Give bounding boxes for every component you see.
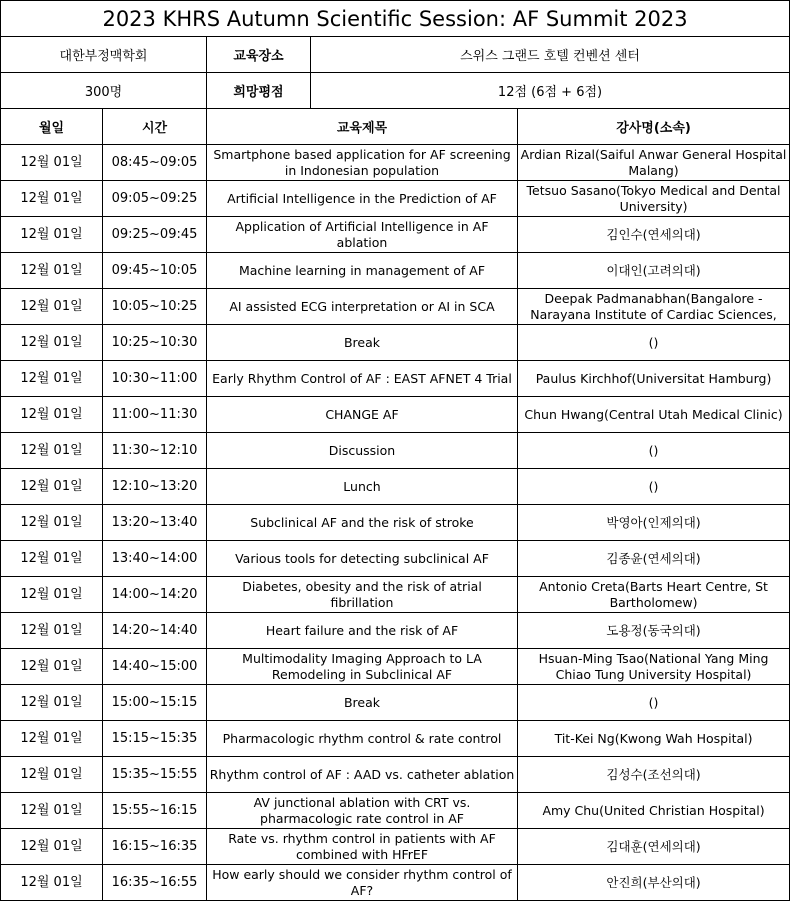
- session-speaker: Antonio Creta(Barts Heart Centre, St Bartholomew): [518, 577, 790, 613]
- session-speaker: Tit-Kei Ng(Kwong Wah Hospital): [518, 721, 790, 757]
- session-date: 12월 01일: [1, 181, 103, 217]
- table-row: [1, 361, 790, 397]
- table-row: [1, 757, 790, 793]
- session-time: 13:40~14:00: [103, 541, 207, 577]
- session-time: 15:15~15:35: [103, 721, 207, 757]
- session-time: 10:30~11:00: [103, 361, 207, 397]
- session-speaker: 김인수(연세의대): [518, 217, 790, 253]
- venue: 스위스 그랜드 호텔 컨벤션 센터: [311, 37, 790, 73]
- session-date: 12월 01일: [1, 577, 103, 613]
- table-row: [1, 865, 790, 901]
- session-speaker: Chun Hwang(Central Utah Medical Clinic): [518, 397, 790, 433]
- page-title: 2023 KHRS Autumn Scientific Session: AF Summit 2023: [1, 1, 790, 37]
- session-topic: Early Rhythm Control of AF : EAST AFNET 4 Trial: [207, 361, 518, 397]
- table-row: [1, 505, 790, 541]
- session-topic: Machine learning in management of AF: [207, 253, 518, 289]
- session-time: 13:20~13:40: [103, 505, 207, 541]
- session-speaker: (): [518, 469, 790, 505]
- session-date: 12월 01일: [1, 721, 103, 757]
- session-date: 12월 01일: [1, 829, 103, 865]
- table-row: [1, 541, 790, 577]
- session-speaker: 김대훈(연세의대): [518, 829, 790, 865]
- session-topic: CHANGE AF: [207, 397, 518, 433]
- session-topic: Artificial Intelligence in the Prediction of AF: [207, 181, 518, 217]
- session-time: 16:35~16:55: [103, 865, 207, 901]
- session-time: 14:20~14:40: [103, 613, 207, 649]
- session-topic: Discussion: [207, 433, 518, 469]
- session-time: 11:00~11:30: [103, 397, 207, 433]
- session-speaker: Hsuan-Ming Tsao(National Yang Ming Chiao Tung University Hospital): [518, 649, 790, 685]
- table-row: [1, 685, 790, 721]
- table-row: [1, 469, 790, 505]
- session-date: 12월 01일: [1, 433, 103, 469]
- session-speaker: Tetsuo Sasano(Tokyo Medical and Dental University): [518, 181, 790, 217]
- session-topic: Pharmacologic rhythm control & rate control: [207, 721, 518, 757]
- header-time: 시간: [103, 109, 207, 145]
- session-date: 12월 01일: [1, 505, 103, 541]
- session-topic: Lunch: [207, 469, 518, 505]
- session-speaker: (): [518, 325, 790, 361]
- session-date: 12월 01일: [1, 685, 103, 721]
- session-time: 16:15~16:35: [103, 829, 207, 865]
- session-date: 12월 01일: [1, 253, 103, 289]
- table-row: [1, 289, 790, 325]
- session-speaker: (): [518, 433, 790, 469]
- session-speaker: Ardian Rizal(Saiful Anwar General Hospital Malang): [518, 145, 790, 181]
- session-speaker: Paulus Kirchhof(Universitat Hamburg): [518, 361, 790, 397]
- session-time: 15:00~15:15: [103, 685, 207, 721]
- header-date: 월일: [1, 109, 103, 145]
- session-time: 14:40~15:00: [103, 649, 207, 685]
- header-speaker: 강사명(소속): [518, 109, 790, 145]
- session-topic: Various tools for detecting subclinical AF: [207, 541, 518, 577]
- session-speaker: Deepak Padmanabhan(Bangalore - Narayana Institute of Cardiac Sciences,: [518, 289, 790, 325]
- session-speaker: 김성수(조선의대): [518, 757, 790, 793]
- session-speaker: 김종윤(연세의대): [518, 541, 790, 577]
- session-topic: Break: [207, 685, 518, 721]
- session-time: 09:05~09:25: [103, 181, 207, 217]
- table-row: [1, 793, 790, 829]
- session-date: 12월 01일: [1, 361, 103, 397]
- session-time: 09:25~09:45: [103, 217, 207, 253]
- table-row: [1, 613, 790, 649]
- session-date: 12월 01일: [1, 217, 103, 253]
- session-topic: Heart failure and the risk of AF: [207, 613, 518, 649]
- table-row: [1, 649, 790, 685]
- table-row: [1, 397, 790, 433]
- organizer: 대한부정맥학회: [1, 37, 207, 73]
- table-row: [1, 829, 790, 865]
- session-date: 12월 01일: [1, 469, 103, 505]
- session-topic: AI assisted ECG interpretation or AI in SCA: [207, 289, 518, 325]
- session-date: 12월 01일: [1, 865, 103, 901]
- session-topic: Diabetes, obesity and the risk of atrial fibrillation: [207, 577, 518, 613]
- session-topic: Rate vs. rhythm control in patients with AF combined with HFrEF: [207, 829, 518, 865]
- session-date: 12월 01일: [1, 541, 103, 577]
- session-time: 12:10~13:20: [103, 469, 207, 505]
- table-row: [1, 145, 790, 181]
- credit-label: 희망평점: [207, 73, 311, 109]
- table-row: [1, 325, 790, 361]
- session-time: 10:25~10:30: [103, 325, 207, 361]
- session-topic: Subclinical AF and the risk of stroke: [207, 505, 518, 541]
- table-row: [1, 217, 790, 253]
- session-date: 12월 01일: [1, 613, 103, 649]
- session-time: 08:45~09:05: [103, 145, 207, 181]
- session-date: 12월 01일: [1, 649, 103, 685]
- session-topic: Application of Artificial Intelligence in AF ablation: [207, 217, 518, 253]
- session-topic: Smartphone based application for AF screening in Indonesian population: [207, 145, 518, 181]
- session-date: 12월 01일: [1, 289, 103, 325]
- header-topic: 교육제목: [207, 109, 518, 145]
- session-speaker: 이대인(고려의대): [518, 253, 790, 289]
- session-time: 15:35~15:55: [103, 757, 207, 793]
- session-date: 12월 01일: [1, 325, 103, 361]
- session-topic: How early should we consider rhythm control of AF?: [207, 865, 518, 901]
- session-speaker: Amy Chu(United Christian Hospital): [518, 793, 790, 829]
- venue-label: 교육장소: [207, 37, 311, 73]
- session-speaker: 박영아(인제의대): [518, 505, 790, 541]
- session-topic: Rhythm control of AF : AAD vs. catheter ablation: [207, 757, 518, 793]
- session-speaker: 도용정(동국의대): [518, 613, 790, 649]
- session-time: 09:45~10:05: [103, 253, 207, 289]
- table-row: [1, 433, 790, 469]
- capacity: 300명: [1, 73, 207, 109]
- table-row: [1, 181, 790, 217]
- session-date: 12월 01일: [1, 757, 103, 793]
- session-speaker: (): [518, 685, 790, 721]
- table-row: [1, 577, 790, 613]
- session-time: 10:05~10:25: [103, 289, 207, 325]
- credit: 12점 (6점 + 6점): [311, 73, 790, 109]
- session-time: 11:30~12:10: [103, 433, 207, 469]
- table-row: [1, 721, 790, 757]
- session-date: 12월 01일: [1, 397, 103, 433]
- session-speaker: 안진희(부산의대): [518, 865, 790, 901]
- session-topic: AV junctional ablation with CRT vs. pharmacologic rate control in AF: [207, 793, 518, 829]
- session-time: 14:00~14:20: [103, 577, 207, 613]
- session-topic: Break: [207, 325, 518, 361]
- session-time: 15:55~16:15: [103, 793, 207, 829]
- session-date: 12월 01일: [1, 793, 103, 829]
- session-date: 12월 01일: [1, 145, 103, 181]
- table-row: [1, 253, 790, 289]
- session-topic: Multimodality Imaging Approach to LA Remodeling in Subclinical AF: [207, 649, 518, 685]
